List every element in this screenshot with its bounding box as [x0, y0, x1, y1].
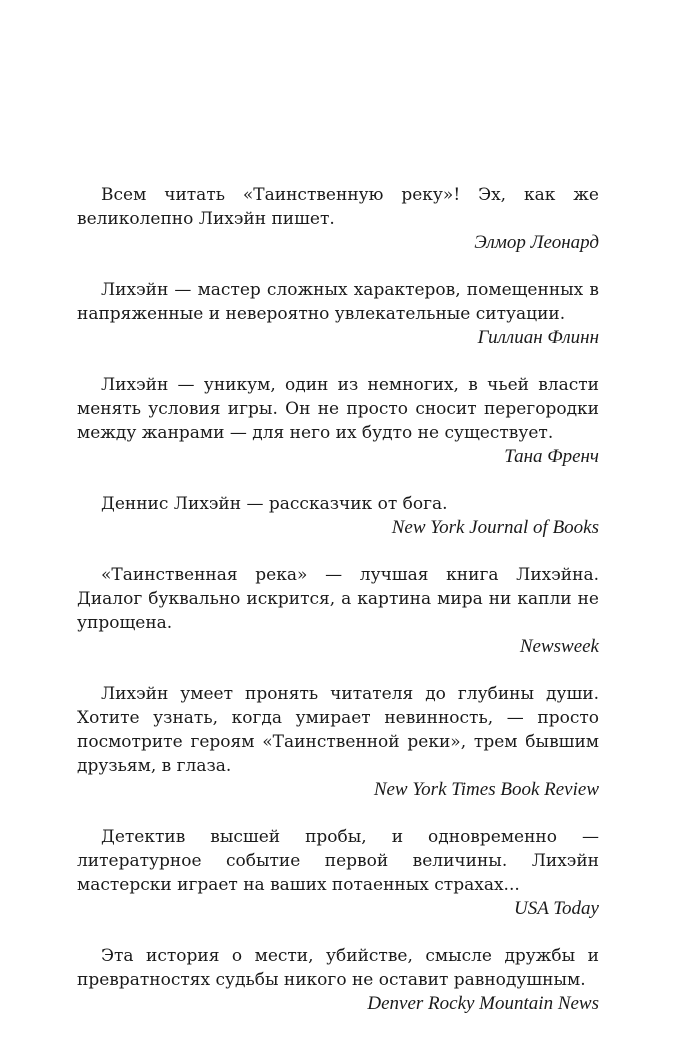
quote-block — [77, 492, 599, 540]
quote-block — [77, 825, 599, 921]
quote-author: USA Today — [514, 898, 599, 919]
quote-block — [77, 183, 599, 255]
quote-text: Всем читать «Таинственную реку»! Эх, как же великолепно Лихэйн пишет. — [77, 185, 599, 229]
quote-text: «Таинственная река» — лучшая книга Лихэйна. Диалог буквально искрится, а картина мира ни капли не упрощена. — [77, 565, 599, 633]
quote-text: Лихэйн умеет пронять читателя до глубины души. Хотите узнать, когда умирает невинность, — просто посмотрите героям «Таинственной реки», трем бывшим друзьям, в глаза. — [77, 684, 599, 776]
quote-text: Эта история о мести, убийстве, смысле дружбы и превратностях судьбы никого не оставит равнодушным. — [77, 946, 599, 990]
quote-text: Лихэйн — уникум, один из немногих, в чьей власти менять условия игры. Он не просто сносит перегородки между жанрами — для него их будто не существует. — [77, 375, 599, 443]
quote-block — [77, 278, 599, 350]
quote-author: Элмор Леонард — [474, 232, 599, 253]
blurb-page — [77, 183, 599, 1039]
quote-author: Гиллиан Флинн — [477, 327, 599, 348]
quote-author: Newsweek — [519, 636, 599, 657]
quote-author: Denver Rocky Mountain News — [367, 993, 599, 1014]
quote-author: New York Times Book Review — [373, 779, 599, 800]
quote-author: Тана Френч — [504, 446, 599, 467]
quote-text: Лихэйн — мастер сложных характеров, помещенных в напряженные и невероятно увлекательные ситуации. — [77, 280, 599, 324]
quote-block — [77, 682, 599, 802]
quote-author: New York Journal of Books — [391, 517, 599, 538]
quote-block — [77, 563, 599, 659]
quote-block — [77, 373, 599, 469]
quote-text: Деннис Лихэйн — рассказчик от бога. — [101, 494, 448, 514]
quote-block — [77, 944, 599, 1016]
quote-text: Детектив высшей пробы, и одновременно — литературное событие первой величины. Лихэйн мастерски играет на ваших потаенных страхах... — [77, 827, 599, 895]
